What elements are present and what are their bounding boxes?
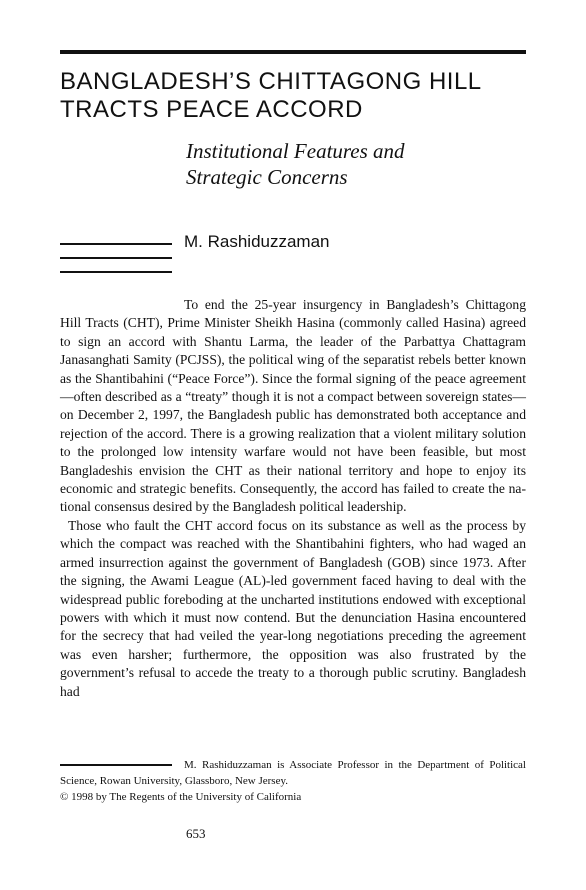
author-name: M. Rashiduzzaman: [184, 232, 330, 251]
copyright-notice: © 1998 by The Regents of the University of California: [60, 791, 302, 803]
author-rule-1: [60, 243, 172, 245]
article-subtitle: [186, 138, 516, 190]
author-rule-3: [60, 271, 172, 273]
footnote: [60, 757, 526, 805]
page-number: 653: [186, 826, 206, 841]
article-subtitle-line-1: Institutional Features and: [186, 139, 405, 163]
top-rule: [60, 50, 526, 54]
body-paragraph-1: To end the 25-year insurgency in Bangladesh’s Chittagong Hill Tracts (CHT), Prime Minister Sheikh Hasina (commonly called Hasina) agreed to sign an accord with Shantu Larma, the leader of the Parbattya Chattagram Janasanghati Samity (PCJSS), the political wing of the separatist rebels better known as the Shantibahini (“Peace Force”). Since the formal signing of the peace agreement—often described as a “treaty” though it is not a compact between sovereign states—on December 2, 1997, the Bangladesh public has demonstrated both acceptance and rejection of the accord. There is a growing realization that a violent military solution to the prolonged low intensity warfare would not have been feasible, but most Bangladeshis envision the CHT as their national territory and hope to enjoy its economic and strategic benefits. Consequently, the accord has failed to create the national consensus desired by the Bangladesh political leadership.: [60, 297, 526, 515]
author-affiliation-note: M. Rashiduzzaman is Associate Professor in the Department of Political Science, Rowan University, Glassboro, New Jersey.: [60, 759, 526, 787]
author-rule-2: [60, 257, 172, 259]
article-title-line-2: TRACTS PEACE ACCORD: [60, 96, 363, 123]
article-title-line-1: BANGLADESH’S CHITTAGONG HILL: [60, 68, 482, 95]
body-paragraph-2: Those who fault the CHT accord focus on its substance as well as the process by which the compact was reached with the Shantibahini fighters, who had waged an armed insurrection against the government of Bangladesh (GOB) since 1973. After the signing, the Awami League (AL)-led government faced having to deal with the widespread public foreboding at the uncharted institutions endowed with exceptional powers with which it must now contend. But the denunciation Hasina encountered for the secrecy that had veiled the year-long negotiations preceding the agreement was even harsher; furthermore, the opposition was also frustrated by the government’s refusal to accede the treaty to a thorough public scrutiny. Bangladesh had: [60, 517, 526, 699]
article-body: [60, 296, 526, 701]
article-title: [60, 68, 530, 124]
article-subtitle-line-2: Strategic Concerns: [186, 165, 348, 189]
